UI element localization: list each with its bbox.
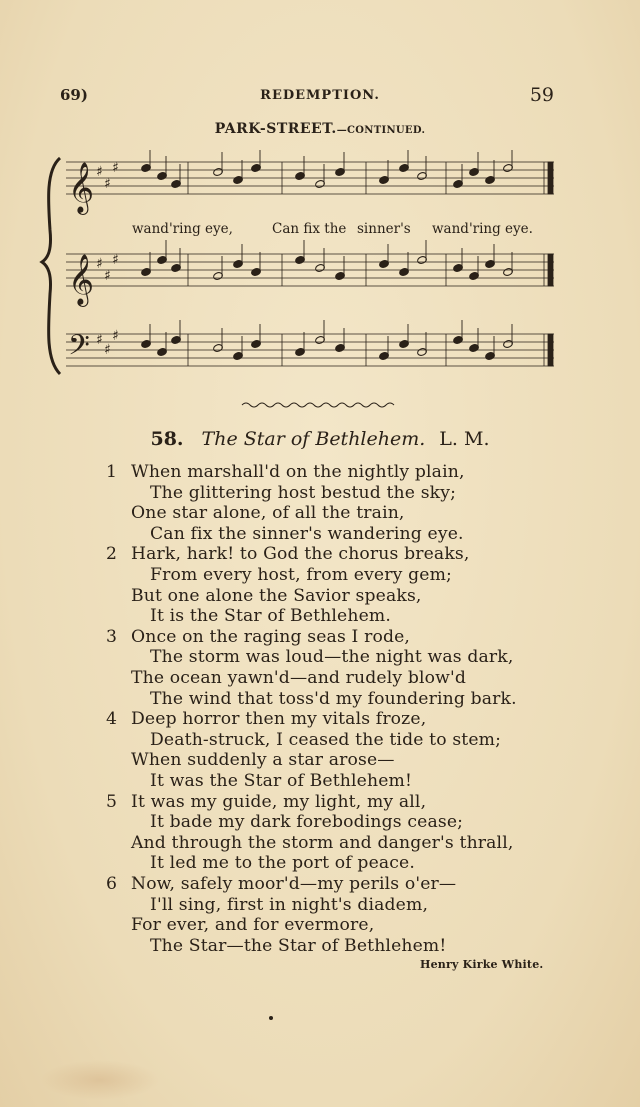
tune-continued: —CONTINUED. (336, 125, 426, 136)
verse-line: The glittering host bestud the sky; (150, 482, 457, 503)
sharp-icon: ♯ (112, 328, 119, 344)
verse-line: Once on the raging seas I rode, (131, 626, 411, 647)
section-title: REDEMPTION. (260, 88, 380, 103)
verse-line: It bade my dark forebodings cease; (150, 812, 464, 833)
verse-line: From every host, from every gem; (150, 565, 452, 585)
sharp-icon: ♯ (104, 176, 111, 192)
final-bar-thick (548, 162, 553, 194)
verse-line: For ever, and for evermore, (131, 915, 375, 936)
page-number: 59 (529, 84, 554, 106)
musical-score (38, 150, 570, 382)
verse-line: Can fix the sinner's wandering eye. (150, 523, 464, 544)
verse-number: 3 (106, 626, 117, 647)
lyric-4: wand'ring eye. (432, 221, 533, 237)
sharp-icon: ♯ (96, 164, 103, 180)
lyric-1: wand'ring eye, (132, 221, 233, 237)
verse-line: But one alone the Savior speaks, (131, 585, 422, 606)
verse-line: The wind that toss'd my foundering bark. (150, 688, 517, 709)
final-bar-thick (548, 334, 553, 366)
verse-line: When marshall'd on the nightly plain, (131, 462, 465, 482)
sharp-icon: ♯ (112, 160, 119, 176)
verse-line: Death-struck, I ceased the tide to stem; (150, 729, 502, 750)
verse-line: It was my guide, my light, my all, (131, 791, 427, 812)
author-credit: Henry Kirke White. (420, 958, 544, 971)
paper-stain (40, 1060, 160, 1100)
hymn-heading (0, 428, 640, 450)
lyric-2: Can fix the (272, 221, 347, 237)
sharp-icon: ♯ (104, 268, 111, 284)
lyric-3: sinner's (357, 221, 411, 237)
verse-line: It was the Star of Bethlehem! (150, 771, 413, 791)
hymn-number: 58. (150, 428, 184, 450)
sharp-icon: ♯ (104, 342, 111, 358)
verse-line: And through the storm and danger's thrall, (131, 832, 514, 853)
header-left-number: 69) (60, 86, 88, 104)
verse-line: The Star—the Star of Bethlehem! (150, 935, 447, 956)
sharp-icon: ♯ (112, 252, 119, 268)
system-brace (42, 158, 60, 374)
tune-name: PARK-STREET. (214, 121, 337, 137)
ornamental-divider (240, 399, 400, 411)
verse-line: Hark, hark! to God the chorus breaks, (131, 544, 470, 565)
verse-line: Deep horror then my vitals froze, (131, 709, 427, 730)
verse-line: Now, safely moor'd—my perils o'er— (131, 874, 457, 894)
verse-number: 4 (106, 709, 117, 730)
verse-line: When suddenly a star arose— (131, 750, 395, 771)
verse-number: 2 (106, 544, 117, 565)
verse-line: It led me to the port of peace. (150, 853, 415, 874)
sharp-icon: ♯ (96, 332, 103, 348)
hymn-meter: L. M. (439, 428, 490, 450)
treble-clef-icon: 𝄞 (68, 254, 95, 305)
verse-number: 1 (106, 462, 117, 482)
verse-line: The ocean yawn'd—and rudely blow'd (131, 668, 467, 688)
final-bar-thick (548, 254, 553, 286)
treble-clef-icon: 𝄞 (68, 162, 95, 213)
running-header (0, 84, 640, 108)
verse-line: I'll sing, first in night's diadem, (150, 894, 429, 915)
verse-number: 5 (106, 791, 117, 812)
verse-line: It is the Star of Bethlehem. (150, 606, 391, 627)
tune-title (0, 121, 640, 137)
verse-number: 6 (106, 874, 117, 894)
page-dot (269, 1016, 273, 1020)
sharp-icon: ♯ (96, 256, 103, 272)
hymn-title: The Star of Bethlehem. (201, 428, 426, 450)
verse-line: One star alone, of all the train, (131, 503, 405, 524)
verse-line: The storm was loud—the night was dark, (150, 647, 514, 668)
bass-clef-icon: 𝄢 (68, 329, 90, 369)
